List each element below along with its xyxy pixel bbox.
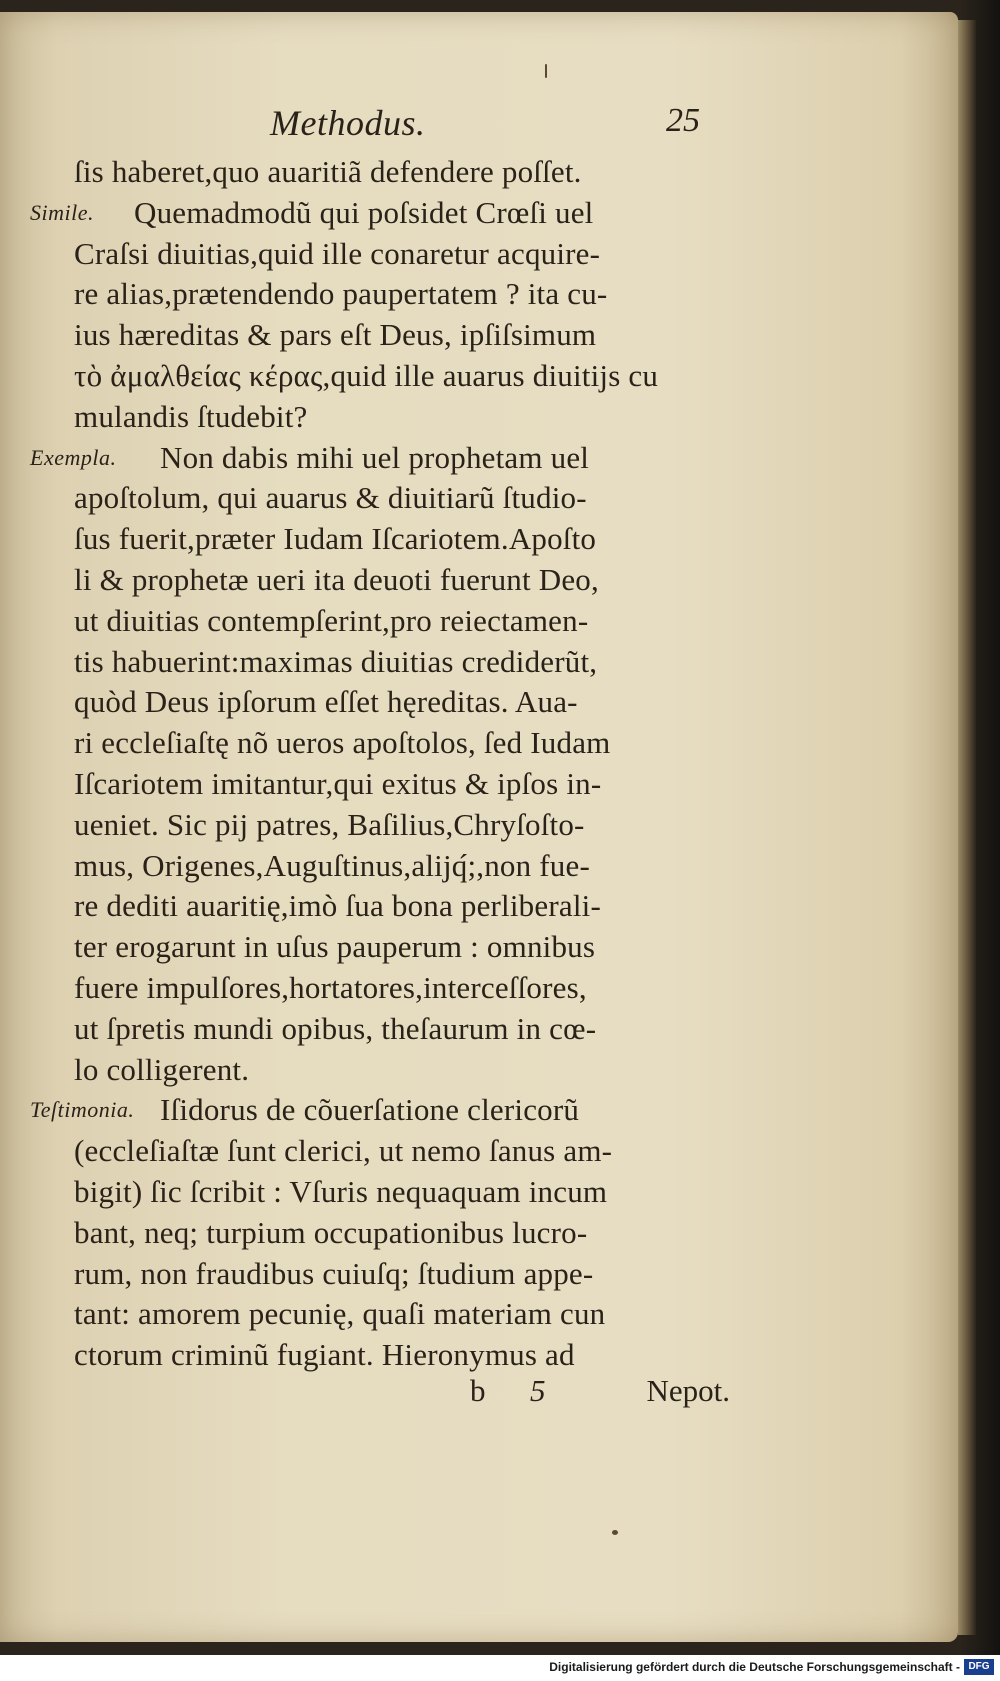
margin-label-testimonia: Teſtimonia. bbox=[30, 1097, 135, 1123]
text-line bbox=[30, 927, 730, 968]
line-text: Iſidorus de cõuerſatione clericorũ bbox=[160, 1092, 580, 1128]
line-text: Quemadmodũ qui poſsidet Crœſi uel bbox=[134, 194, 594, 230]
line-text: τὸ ἀμαλθείας κέρας,quid ille auarus diuitijs cu bbox=[74, 357, 659, 393]
ink-speck bbox=[545, 64, 547, 78]
text-line bbox=[30, 1254, 730, 1295]
line-text: rum, non fraudibus cuiuſq; ſtudium appe- bbox=[74, 1255, 594, 1291]
line-text: li & prophetæ ueri ita deuoti fuerunt Deo, bbox=[74, 561, 599, 597]
text-line bbox=[30, 1213, 730, 1254]
text-line bbox=[30, 356, 730, 397]
line-text: (eccleſiaſtæ ſunt clerici, ut nemo ſanus am- bbox=[74, 1133, 613, 1169]
line-text: mus, Origenes,Auguſtinus,alijq́;,non fue- bbox=[74, 847, 590, 883]
text-line bbox=[30, 1335, 730, 1376]
signature-number: 5 bbox=[530, 1373, 546, 1408]
text-line bbox=[30, 805, 730, 846]
line-text: re alias,prætendendo paupertatem ? ita cu- bbox=[74, 276, 608, 312]
line-text: ri eccleſiaſtę nõ ueros apoſtolos, ſed Iudam bbox=[74, 725, 611, 761]
text-line bbox=[30, 193, 730, 234]
line-text: ſis haberet,quo auaritiã defendere poſſet. bbox=[74, 154, 582, 189]
text-line bbox=[30, 560, 730, 601]
ink-speck bbox=[612, 1530, 618, 1535]
text-line bbox=[30, 968, 730, 1009]
text-line bbox=[30, 152, 730, 193]
line-text: Craſsi diuitias,quid ille conaretur acquire- bbox=[74, 235, 601, 271]
line-text: apoſtolum, qui auarus & diuitiarũ ſtudio- bbox=[74, 480, 587, 516]
line-text: tis habuerint:maximas diuitias crediderũt, bbox=[74, 643, 598, 679]
text-line bbox=[30, 1172, 730, 1213]
page-edge bbox=[958, 20, 976, 1635]
footer-credit: Digitalisierung gefördert durch die Deutsche Forschungsgemeinschaft - bbox=[549, 1660, 960, 1674]
running-head bbox=[270, 102, 710, 152]
line-text: lo colligerent. bbox=[74, 1051, 250, 1087]
text-line bbox=[30, 846, 730, 887]
text-line bbox=[30, 1050, 730, 1091]
line-text: bant, neq; turpium occupationibus lucro- bbox=[74, 1214, 588, 1250]
line-text: ueniet. Sic pij patres, Baſilius,Chryſoſto- bbox=[74, 806, 585, 842]
text-line bbox=[30, 601, 730, 642]
text-line bbox=[30, 886, 730, 927]
line-text: Non dabis mihi uel prophetam uel bbox=[160, 439, 590, 475]
line-text: bigit) ſic ſcribit : Vſuris nequaquam incum bbox=[74, 1173, 608, 1209]
text-line bbox=[30, 723, 730, 764]
line-text: fuere impulſores,hortatores,interceſſores, bbox=[74, 969, 587, 1005]
text-line bbox=[30, 315, 730, 356]
text-line bbox=[30, 234, 730, 275]
line-text: ſus fuerit,præter Iudam Iſcariotem.Apoſto bbox=[74, 521, 597, 557]
text-line bbox=[30, 1131, 730, 1172]
running-title: Methodus. bbox=[270, 103, 426, 143]
catchword: Nepot. bbox=[646, 1373, 730, 1408]
dfg-logo: DFG bbox=[964, 1659, 994, 1675]
line-text: ut diuitias contempſerint,pro reiectamen- bbox=[74, 602, 589, 638]
margin-label-exempla: Exempla. bbox=[30, 444, 117, 470]
signature-mark: b bbox=[470, 1373, 486, 1408]
footer-strip bbox=[0, 1655, 1000, 1681]
line-text: ctorum criminũ fugiant. Hieronymus ad bbox=[74, 1337, 575, 1373]
text-line bbox=[30, 478, 730, 519]
text-line bbox=[30, 682, 730, 723]
text-line bbox=[30, 1090, 730, 1131]
signature-line bbox=[470, 1373, 730, 1413]
line-text: ter erogarunt in uſus pauperum : omnibus bbox=[74, 929, 596, 965]
text-line bbox=[30, 1294, 730, 1335]
line-text: tant: amorem pecunię, quaſi materiam cun bbox=[74, 1296, 606, 1332]
body-text bbox=[30, 152, 730, 1376]
line-text: mulandis ſtudebit? bbox=[74, 398, 308, 434]
line-text: Iſcariotem imitantur,qui exitus & ipſos in- bbox=[74, 765, 602, 801]
line-text: quòd Deus ipſorum eſſet hęreditas. Aua- bbox=[74, 684, 578, 720]
page-number: 25 bbox=[666, 102, 700, 139]
text-line bbox=[30, 274, 730, 315]
text-line bbox=[30, 519, 730, 560]
text-line bbox=[30, 1009, 730, 1050]
text-line bbox=[30, 438, 730, 479]
line-text: ius hæreditas & pars eſt Deus, ipſiſsimum bbox=[74, 317, 597, 353]
margin-label-simile: Simile. bbox=[30, 199, 94, 225]
line-text: re dediti auaritię,imò ſua bona perliberali- bbox=[74, 888, 601, 924]
text-line bbox=[30, 764, 730, 805]
text-line bbox=[30, 642, 730, 683]
text-line bbox=[30, 397, 730, 438]
line-text: ut ſpretis mundi opibus, theſaurum in cœ- bbox=[74, 1010, 597, 1046]
